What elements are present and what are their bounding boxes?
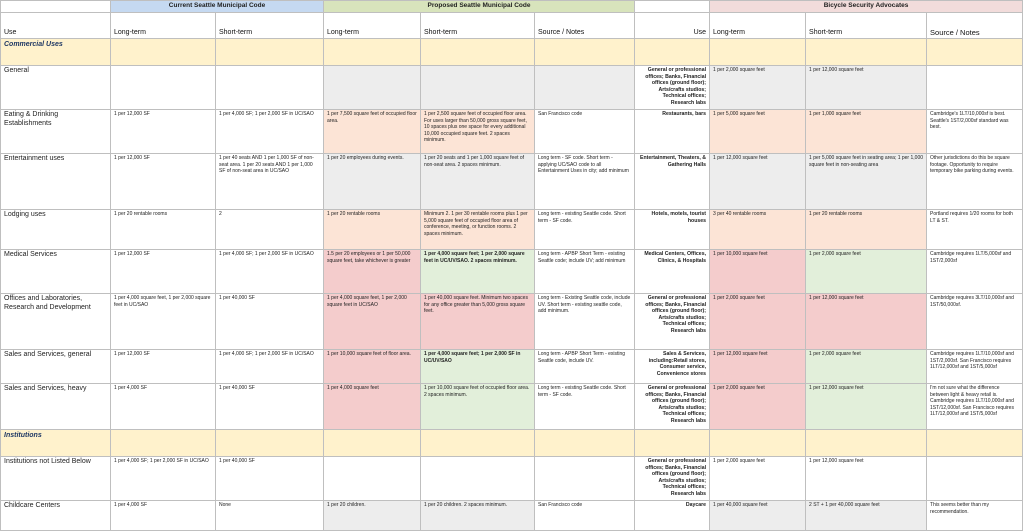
- cur-short-cell[interactable]: [216, 66, 324, 110]
- proposed-code-header[interactable]: Proposed Seattle Municipal Code: [324, 1, 635, 13]
- section-label-institutions[interactable]: Institutions: [1, 430, 111, 457]
- prop-short-cell[interactable]: 1 per 2,500 square feet of occupied floor area. For uses larger than 50,000 gross square feet, 10 spaces plus one space for every additional 10,000 occupied square feet. 2 spaces minimum.: [421, 110, 535, 154]
- table-row: [1, 250, 1023, 294]
- bike-use-cell[interactable]: Restaurants, bars: [635, 110, 710, 154]
- use-cell[interactable]: Medical Services: [1, 250, 111, 294]
- bike-long-cell[interactable]: 1 per 2,000 square feet: [710, 294, 806, 350]
- section-cell[interactable]: [421, 39, 535, 66]
- section-cell[interactable]: [710, 39, 806, 66]
- current-code-header[interactable]: Current Seattle Municipal Code: [111, 1, 324, 13]
- cur-short-header[interactable]: Short-term: [216, 13, 324, 39]
- table-row: [1, 350, 1023, 384]
- cur-long-cell[interactable]: 1 per 4,000 SF: [111, 501, 216, 531]
- section-cell[interactable]: [216, 430, 324, 457]
- use-cell[interactable]: Eating & Drinking Establishments: [1, 110, 111, 154]
- prop-short-cell[interactable]: Minimum 2. 1 per 30 rentable rooms plus 1 per 5,000 square feet of occupied floor area of conference, meeting, or function rooms. 2 spaces minimum.: [421, 210, 535, 250]
- use-cell[interactable]: Lodging uses: [1, 210, 111, 250]
- bike-long-cell[interactable]: 1 per 12,000 square feet: [710, 350, 806, 384]
- table-row: [1, 457, 1023, 501]
- bike-use-cell[interactable]: General or professional offices; Banks, Financial offices (ground floor); Arts/crafts studios; Technical offices; Research labs: [635, 66, 710, 110]
- section-cell[interactable]: [111, 39, 216, 66]
- prop-source-cell[interactable]: Long term - existing Seattle code. Short term - SF code.: [535, 210, 635, 250]
- table-row: [1, 210, 1023, 250]
- bike-long-cell[interactable]: 1 per 2,000 square feet: [710, 457, 806, 501]
- bike-short-cell[interactable]: 1 per 12,000 square feet: [806, 457, 927, 501]
- prop-short-cell[interactable]: [421, 457, 535, 501]
- bike-short-cell[interactable]: 1 per 20 rentable rooms: [806, 210, 927, 250]
- section-cell[interactable]: [927, 39, 1023, 66]
- table-row: [1, 154, 1023, 210]
- table-row: [1, 501, 1023, 531]
- prop-source-cell[interactable]: Long term - existing Seattle code. Short term - SF code.: [535, 384, 635, 430]
- bike-long-cell[interactable]: 1 per 12,000 square feet: [710, 154, 806, 210]
- bike-source-cell[interactable]: [927, 66, 1023, 110]
- prop-long-cell[interactable]: 1 per 10,000 square feet of floor area.: [324, 350, 421, 384]
- prop-long-cell[interactable]: 1 per 20 rentable rooms: [324, 210, 421, 250]
- cur-short-cell[interactable]: None: [216, 501, 324, 531]
- bike-short-cell[interactable]: 1 per 12,000 square feet: [806, 66, 927, 110]
- prop-source-cell[interactable]: Long term - APBP Short Term - existing Seattle code, include UV.: [535, 350, 635, 384]
- use-column-header[interactable]: Use: [1, 13, 111, 39]
- prop-short-cell[interactable]: [421, 66, 535, 110]
- bike-use-cell[interactable]: General or professional offices; Banks, Financial offices (ground floor); Arts/crafts studios; Technical offices; Research labs: [635, 457, 710, 501]
- cur-short-cell[interactable]: 1 per 4,000 SF; 1 per 2,000 SF in UC/SAO: [216, 250, 324, 294]
- cur-long-header[interactable]: Long-term: [111, 13, 216, 39]
- section-cell[interactable]: [111, 430, 216, 457]
- cur-long-cell[interactable]: 1 per 4,000 SF; 1 per 2,000 SF in UC/SAO: [111, 457, 216, 501]
- bike-source-cell[interactable]: Other jurisdictions do this be square footage. Opportunity to require temporary bike parking during events.: [927, 154, 1023, 210]
- bike-source-cell[interactable]: I'm not sure what the difference between light & heavy retail is. Cambridge requires 1LT/10,000sf and 1ST/12,000sf. San Francisco requires 1LT/12,000sf and 1ST/5,000sf: [927, 384, 1023, 430]
- cur-short-cell[interactable]: 1 per 40,000 SF: [216, 294, 324, 350]
- table-row: [1, 384, 1023, 430]
- bike-long-header[interactable]: Long-term: [710, 13, 806, 39]
- cur-short-cell[interactable]: 1 per 40,000 SF: [216, 457, 324, 501]
- bike-source-cell[interactable]: Portland requires 1/20 rooms for both LT & ST.: [927, 210, 1023, 250]
- cur-short-cell[interactable]: 1 per 40 seats AND 1 per 1,000 SF of non-seat area. 1 per 20 seats AND 1 per 1,000 SF of non-seat area in UC/SAO: [216, 154, 324, 210]
- advocates-header[interactable]: Bicycle Security Advocates: [710, 1, 1023, 13]
- section-cell[interactable]: [806, 39, 927, 66]
- use-cell[interactable]: Childcare Centers: [1, 501, 111, 531]
- bike-long-cell[interactable]: 1 per 40,000 square feet: [710, 501, 806, 531]
- section-cell[interactable]: [710, 430, 806, 457]
- section-cell[interactable]: [806, 430, 927, 457]
- bike-use-cell[interactable]: Daycare: [635, 501, 710, 531]
- bike-short-cell[interactable]: 1 per 12,000 square feet: [806, 294, 927, 350]
- prop-source-cell[interactable]: San Francisco code: [535, 501, 635, 531]
- table-row: [1, 294, 1023, 350]
- prop-short-cell[interactable]: 1 per 10,000 square feet of occupied floor area. 2 spaces minimum.: [421, 384, 535, 430]
- cur-short-cell[interactable]: 1 per 40,000 SF: [216, 384, 324, 430]
- bike-source-cell[interactable]: Cambridge requires 3LT/10,000sf and 1ST/50,000sf.: [927, 294, 1023, 350]
- use-cell[interactable]: Institutions not Listed Below: [1, 457, 111, 501]
- prop-long-cell[interactable]: 1 per 20 children.: [324, 501, 421, 531]
- bike-source-cell[interactable]: Cambridge requires 1LT/10,000sf and 1ST/2,000sf. San Francisco requires 1LT/12,000sf and 1ST/5,000sf: [927, 350, 1023, 384]
- cur-long-cell[interactable]: 1 per 12,000 SF: [111, 350, 216, 384]
- bike-use-header[interactable]: Use: [635, 13, 710, 39]
- section-cell[interactable]: [927, 430, 1023, 457]
- table-row: [1, 66, 1023, 110]
- prop-short-cell[interactable]: 1 per 20 children. 2 spaces minimum.: [421, 501, 535, 531]
- bike-short-cell[interactable]: 1 per 1,000 square feet: [806, 110, 927, 154]
- bike-short-cell[interactable]: 1 per 5,000 square feet in seating area; 1 per 1,000 square feet in non-seating area: [806, 154, 927, 210]
- cur-long-cell[interactable]: [111, 66, 216, 110]
- cur-long-cell[interactable]: 1 per 12,000 SF: [111, 154, 216, 210]
- prop-short-cell[interactable]: 1 per 4,000 square feet; 1 per 2,000 SF in UC/UV/SAO: [421, 350, 535, 384]
- prop-long-cell[interactable]: 1 per 4,000 square feet: [324, 384, 421, 430]
- prop-source-header[interactable]: Source / Notes: [535, 13, 635, 39]
- prop-long-cell[interactable]: [324, 66, 421, 110]
- prop-long-cell[interactable]: 1 per 7,500 square feet of occupied floor area.: [324, 110, 421, 154]
- use-cell[interactable]: Entertainment uses: [1, 154, 111, 210]
- cur-long-cell[interactable]: 1 per 12,000 SF: [111, 250, 216, 294]
- bike-short-cell[interactable]: 1 per 2,000 square feet: [806, 350, 927, 384]
- prop-short-header[interactable]: Short-term: [421, 13, 535, 39]
- prop-long-cell[interactable]: 1 per 4,000 square feet, 1 per 2,000 square feet in UC/SAO: [324, 294, 421, 350]
- section-cell[interactable]: [421, 430, 535, 457]
- bike-source-cell[interactable]: This seems better than my recommendation.: [927, 501, 1023, 531]
- section-cell[interactable]: [635, 39, 710, 66]
- bike-long-cell[interactable]: 1 per 10,000 square feet: [710, 250, 806, 294]
- prop-source-cell[interactable]: San Francisco code: [535, 110, 635, 154]
- section-row-institutions: [1, 430, 1023, 457]
- bike-long-cell[interactable]: 3 per 40 rentable rooms: [710, 210, 806, 250]
- cur-long-cell[interactable]: 1 per 12,000 SF: [111, 110, 216, 154]
- group-header-row: [1, 1, 1023, 13]
- bike-short-header[interactable]: Short-term: [806, 13, 927, 39]
- use-cell[interactable]: Sales and Services, general: [1, 350, 111, 384]
- bike-use-cell[interactable]: General or professional offices; Banks, Financial offices (ground floor); Arts/crafts studios; Technical offices; Research labs: [635, 294, 710, 350]
- prop-long-header[interactable]: Long-term: [324, 13, 421, 39]
- prop-long-cell[interactable]: 1.5 per 20 employees or 1 per 50,000 square feet, take whichever is greater: [324, 250, 421, 294]
- section-cell[interactable]: [324, 39, 421, 66]
- prop-source-cell[interactable]: Long term - SF code. Short term - applying UC/SAO code to all Entertainment Uses in city; add minimum: [535, 154, 635, 210]
- prop-long-cell[interactable]: [324, 457, 421, 501]
- section-cell[interactable]: [535, 39, 635, 66]
- prop-long-cell[interactable]: 1 per 20 employees during events.: [324, 154, 421, 210]
- use-cell[interactable]: Sales and Services, heavy: [1, 384, 111, 430]
- prop-source-cell[interactable]: Long term - Existing Seattle code, include UV. Short term - existing seattle code, add minimum.: [535, 294, 635, 350]
- bike-source-cell[interactable]: [927, 457, 1023, 501]
- bike-source-cell[interactable]: Cambridge requires 1LT/5,000sf and 1ST/2,000sf: [927, 250, 1023, 294]
- cur-long-cell[interactable]: 1 per 4,000 square feet, 1 per 2,000 square feet in UC/SAO: [111, 294, 216, 350]
- bike-use-cell[interactable]: Hotels, motels, tourist houses: [635, 210, 710, 250]
- header-blank-2[interactable]: [635, 1, 710, 13]
- bike-short-cell[interactable]: 1 per 12,000 square feet: [806, 384, 927, 430]
- prop-source-cell[interactable]: Long term - APBP Short Term - existing Seattle code; include UV; add minimum: [535, 250, 635, 294]
- bike-short-cell[interactable]: 2 ST + 1 per 40,000 square feet: [806, 501, 927, 531]
- use-cell[interactable]: Offices and Laboratories, Research and Development: [1, 294, 111, 350]
- cur-long-cell[interactable]: 1 per 20 rentable rooms: [111, 210, 216, 250]
- prop-source-cell[interactable]: [535, 457, 635, 501]
- prop-short-cell[interactable]: 1 per 4,000 square feet; 1 per 2,000 square feet in UC/UV/SAO. 2 spaces minimum.: [421, 250, 535, 294]
- bike-use-cell[interactable]: Sales & Services, including:Retail stores, Consumer service, Convenience stores: [635, 350, 710, 384]
- bike-use-cell[interactable]: General or professional offices; Banks, Financial offices (ground floor); Arts/crafts studios; Technical offices; Research labs: [635, 384, 710, 430]
- section-cell[interactable]: [535, 430, 635, 457]
- column-header-row: [1, 13, 1023, 39]
- table-row: [1, 110, 1023, 154]
- section-label-commercial[interactable]: Commercial Uses: [1, 39, 111, 66]
- bike-source-cell[interactable]: Cambridge's 1LT/10,000sf is best. Seattle's 1ST/2,000sf standard was best.: [927, 110, 1023, 154]
- bike-long-cell[interactable]: 1 per 5,000 square feet: [710, 110, 806, 154]
- bike-long-cell[interactable]: 1 per 2,000 square feet: [710, 384, 806, 430]
- bike-short-cell[interactable]: 1 per 2,000 square feet: [806, 250, 927, 294]
- cur-short-cell[interactable]: 1 per 4,000 SF; 1 per 2,000 SF in UC/SAO: [216, 110, 324, 154]
- section-cell[interactable]: [324, 430, 421, 457]
- cur-short-cell[interactable]: 2: [216, 210, 324, 250]
- section-row-commercial: [1, 39, 1023, 66]
- prop-source-cell[interactable]: [535, 66, 635, 110]
- prop-short-cell[interactable]: 1 per 40,000 square feet. Minimum two spaces for any office greater than 5,000 gross square feet.: [421, 294, 535, 350]
- use-cell[interactable]: General: [1, 66, 111, 110]
- prop-short-cell[interactable]: 1 per 20 seats and 1 per 1,000 square feet of non-seat area. 2 spaces minimum.: [421, 154, 535, 210]
- bike-use-cell[interactable]: Medical Centers, Offices, Clinics, & Hospitals: [635, 250, 710, 294]
- section-cell[interactable]: [635, 430, 710, 457]
- cur-long-cell[interactable]: 1 per 4,000 SF: [111, 384, 216, 430]
- section-cell[interactable]: [216, 39, 324, 66]
- cur-short-cell[interactable]: 1 per 4,000 SF; 1 per 2,000 SF in UC/SAO: [216, 350, 324, 384]
- header-blank[interactable]: [1, 1, 111, 13]
- bike-long-cell[interactable]: 1 per 2,000 square feet: [710, 66, 806, 110]
- bike-use-cell[interactable]: Entertainment, Theaters, & Gathering Halls: [635, 154, 710, 210]
- bike-source-header[interactable]: Source / Notes: [927, 13, 1023, 39]
